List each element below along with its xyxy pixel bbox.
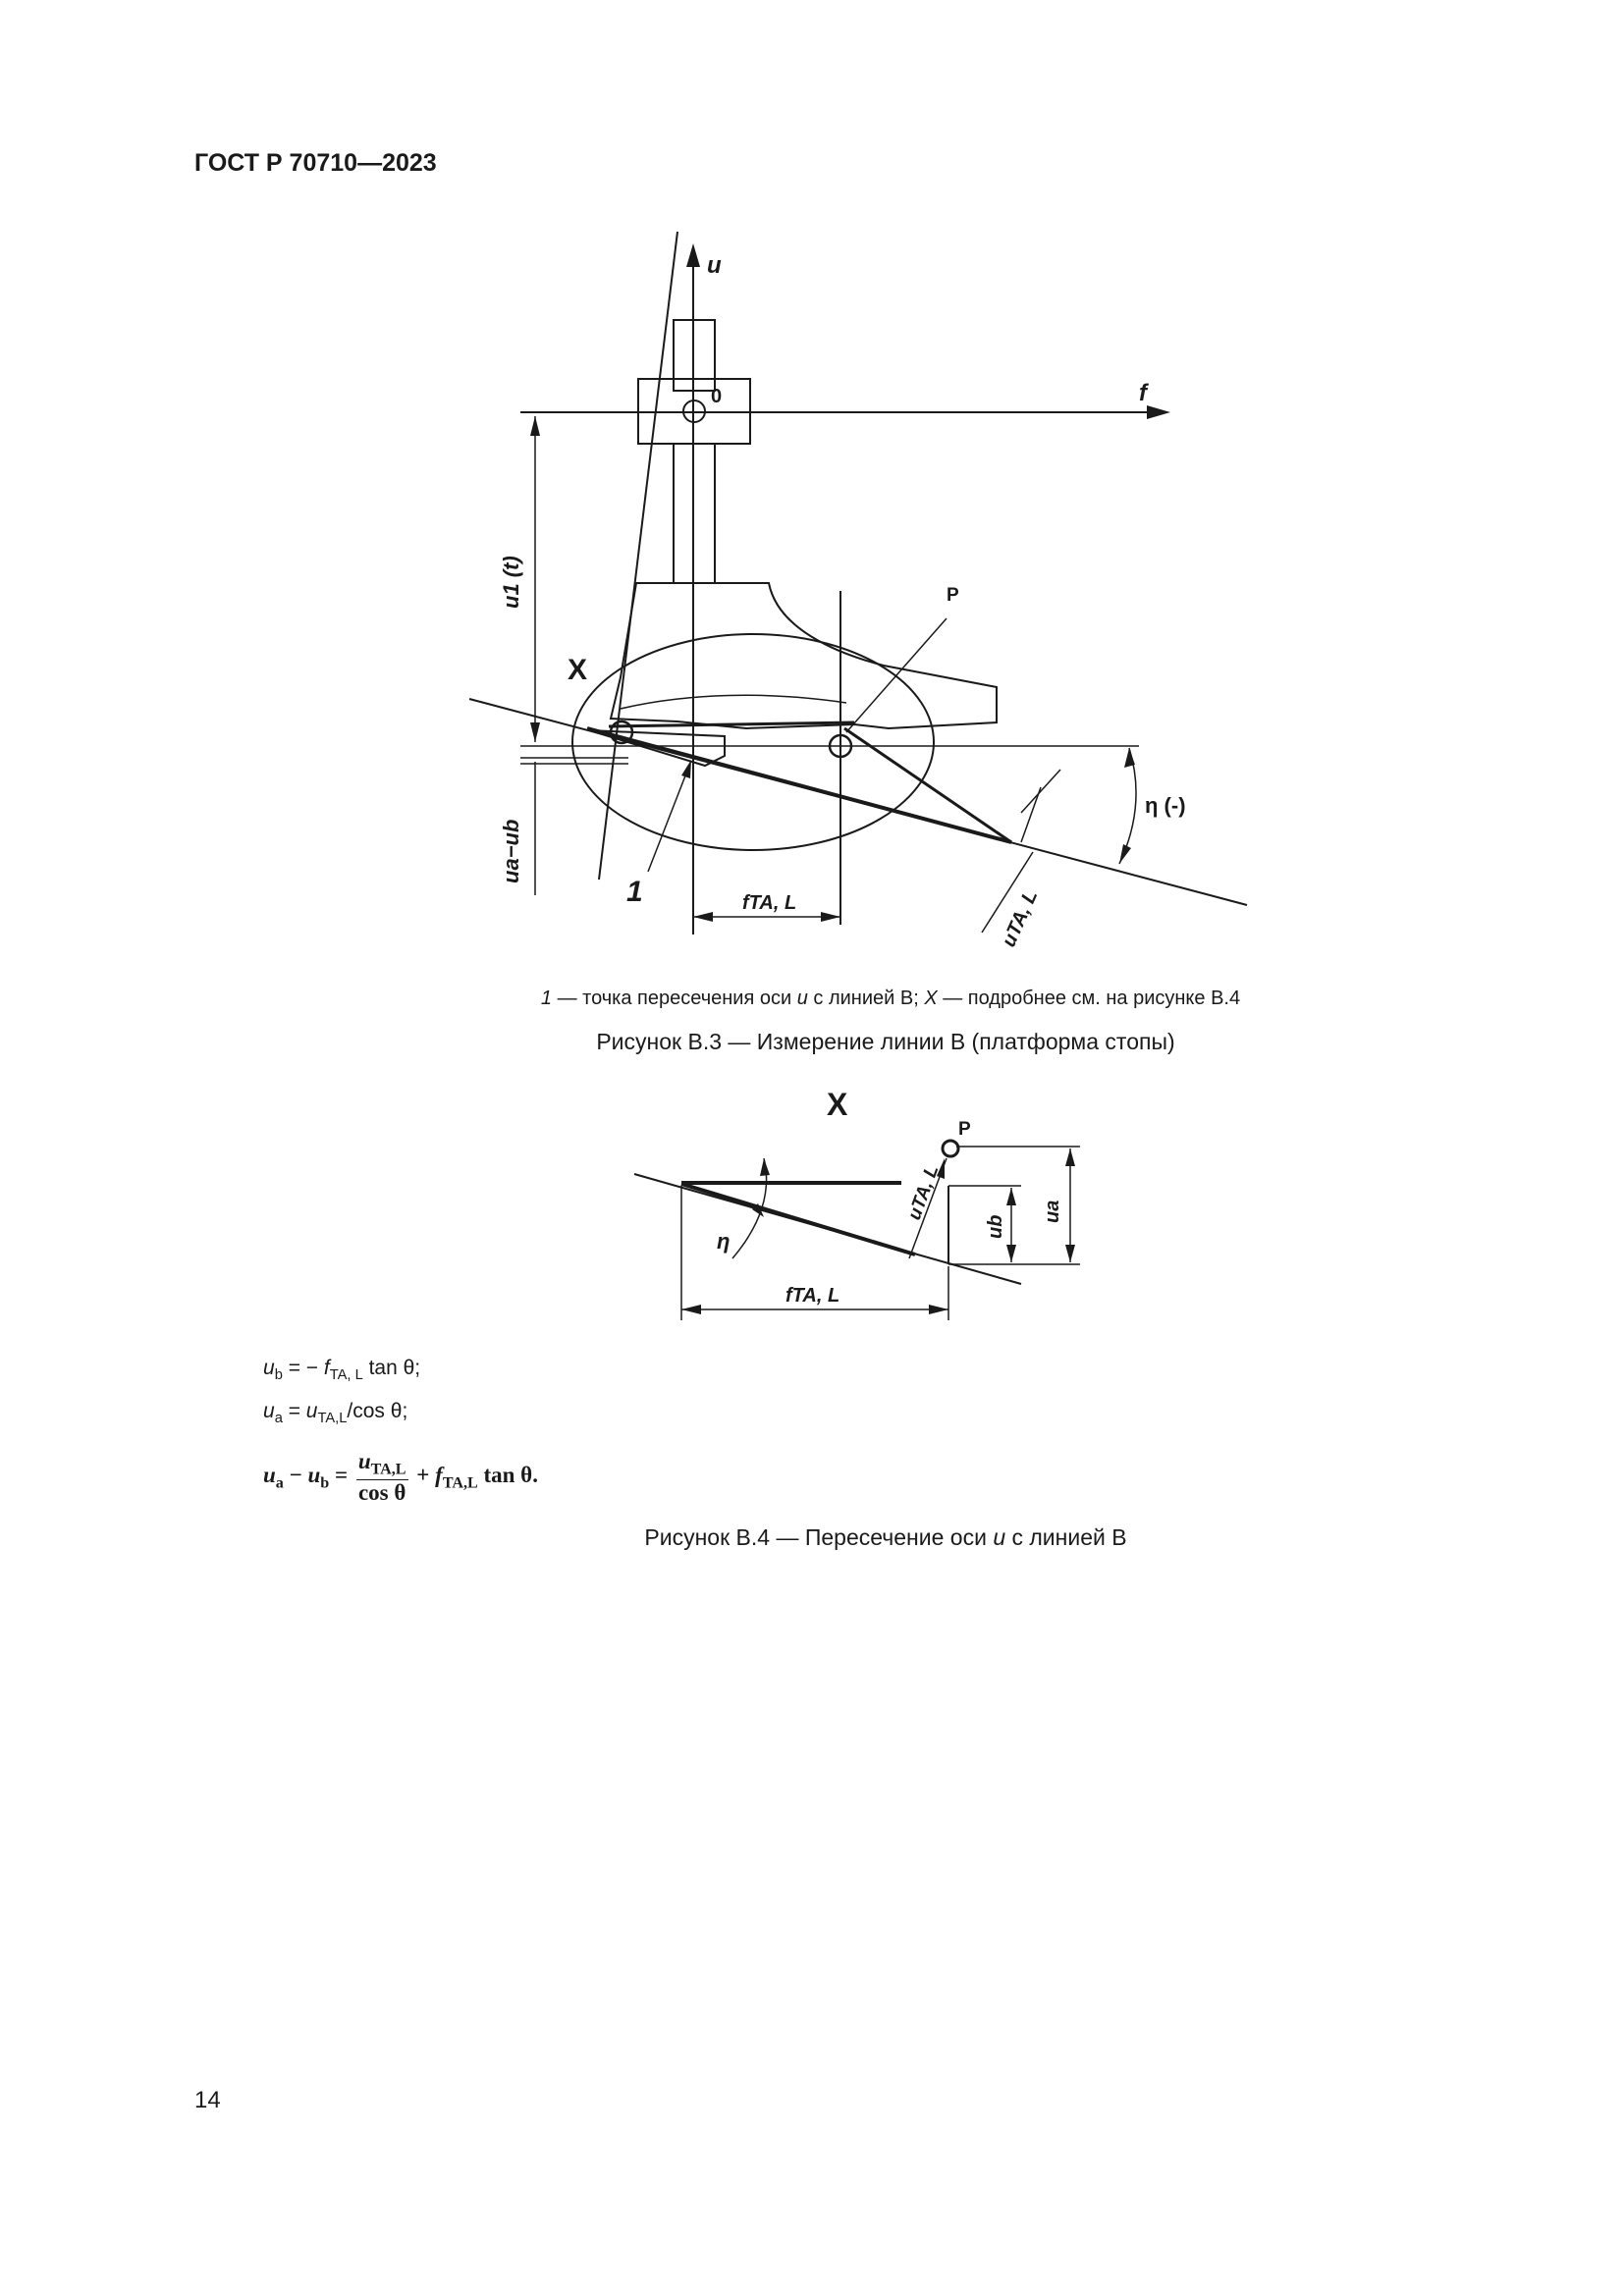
eta-arrow-top <box>1124 748 1135 768</box>
label-origin: 0 <box>711 386 723 407</box>
b4-fta-arrow-left <box>681 1305 701 1314</box>
b4-label-p: P <box>958 1119 971 1140</box>
marker1-arrow <box>681 760 691 778</box>
label-fta: fTA, L <box>742 892 797 914</box>
pylon-axis-line <box>599 232 677 880</box>
legend-u: u <box>796 988 808 1009</box>
fraction: $\frac{u_{TA,L}}{\text{cos θ}}$ <box>357 1449 406 1505</box>
uta-tick <box>1021 770 1060 813</box>
b4-label-fta: fTA, L <box>785 1285 840 1307</box>
b4-p-circle <box>943 1141 958 1156</box>
b4-label-eta: η <box>717 1229 731 1254</box>
b4-ub-arrow-bottom <box>1006 1245 1016 1262</box>
document-header: ГОСТ Р 70710—2023 <box>194 149 437 177</box>
b4-ua-arrow-bottom <box>1065 1245 1075 1262</box>
figure-b3-caption: Рисунок В.3 — Измерение линии В (платформа стопы) <box>596 1029 1175 1054</box>
b4-label-ua: ua <box>1042 1200 1063 1223</box>
label-u: u <box>707 252 722 279</box>
foot-sole-line <box>621 695 846 709</box>
figure-b3 <box>469 232 1247 934</box>
figure-b3-legend <box>0 988 1624 1010</box>
label-marker1: 1 <box>626 876 643 908</box>
label-f: f <box>1139 380 1147 406</box>
label-eta: η (-) <box>1145 793 1186 818</box>
legend-text-2: с линией В; <box>807 988 925 1009</box>
b4-label-uta: uTA, L <box>903 1162 944 1223</box>
b4-label-ub: ub <box>985 1214 1006 1239</box>
foot-outline <box>611 583 997 728</box>
u1-arrow-top <box>530 416 540 436</box>
formula-ua: $u_a = u_{TA,L}/\cos$ θ; <box>263 1400 408 1427</box>
b4-ub-arrow-top <box>1006 1188 1016 1205</box>
legend-marker-1: 1 <box>540 988 553 1009</box>
page-number: 14 <box>194 2087 221 2113</box>
label-ua-ub: ua−ub <box>499 819 523 883</box>
eta-arrow-bottom <box>1119 844 1131 864</box>
b4-fta-arrow-right <box>929 1305 948 1314</box>
b4-label-x: X <box>827 1087 848 1122</box>
legend-text-3: — подробнее см. на рисунке В.4 <box>937 988 1241 1009</box>
fta-arrow-left <box>693 912 713 922</box>
f-axis-arrow <box>1147 405 1170 419</box>
label-u1t: u1 (t) <box>499 556 523 609</box>
figure-b4-caption: Рисунок В.4 — Пересечение оси u с линией В <box>644 1524 1127 1550</box>
formula-ua-minus-ub: $u_a - u_b$ = $\frac{u_{TA,L}}{\text{cos θ}}$ + $f_{TA,L}$ tan θ. <box>263 1449 538 1505</box>
u-axis-arrow <box>686 243 700 267</box>
legend-x: X <box>924 988 938 1009</box>
b4-ua-arrow-top <box>1065 1148 1075 1166</box>
fta-arrow-right <box>821 912 840 922</box>
label-p: P <box>947 585 959 606</box>
marker1-leader <box>648 766 689 872</box>
label-x: X <box>568 654 588 686</box>
label-uta: uTA, L <box>998 886 1043 951</box>
legend-text-1: — точка пересечения оси <box>552 988 797 1009</box>
formula-ub: $u_b$ = − $f_{TA, L}$ tan θ; <box>263 1357 421 1384</box>
figure-b4 <box>634 1141 1080 1320</box>
u1-arrow-bottom <box>530 722 540 742</box>
